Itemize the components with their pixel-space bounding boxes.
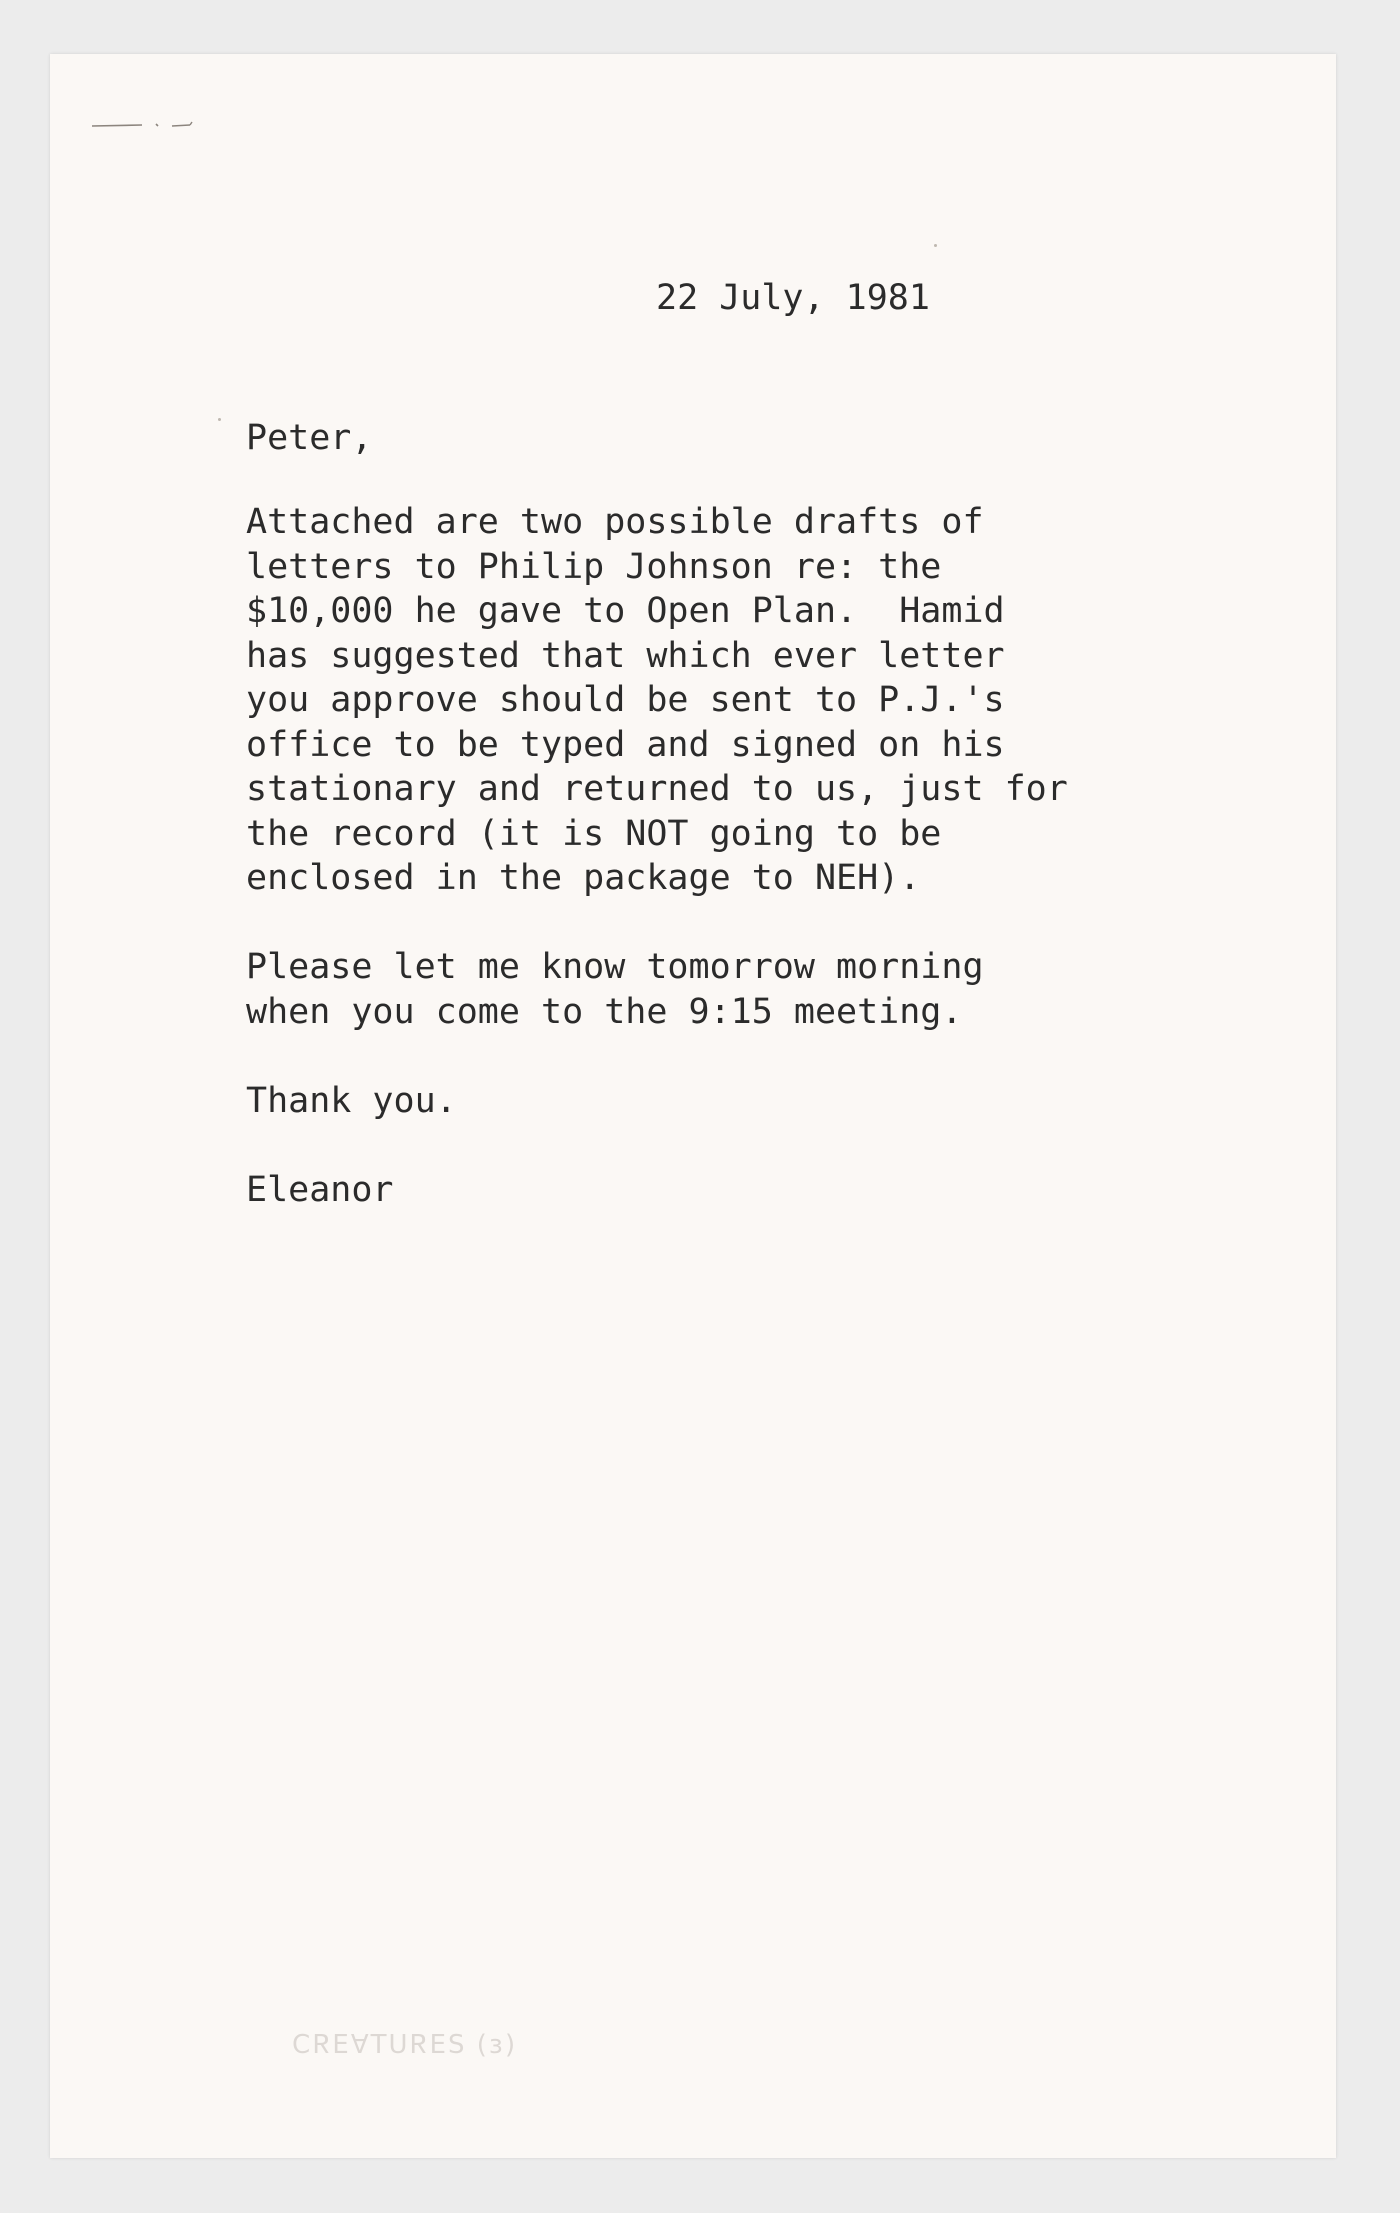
paper-speck	[934, 244, 937, 247]
salutation: Peter,	[246, 418, 373, 458]
text-line: Please let me know tomorrow morning	[246, 947, 984, 987]
letter-sheet	[50, 54, 1336, 2158]
paragraph-2	[246, 945, 984, 1034]
letter-date: 22 July, 1981	[656, 278, 930, 318]
paragraph-1	[246, 500, 1068, 901]
text-line: stationary and returned to us, just for	[246, 769, 1068, 809]
text-line: has suggested that which ever letter	[246, 635, 1005, 676]
pencil-mark	[90, 120, 220, 130]
text-line: the record (it is NOT going to be	[246, 813, 942, 854]
closing: Thank you.	[246, 1081, 457, 1121]
text-line: $10,000 he gave to Open Plan. Hamid	[246, 591, 1005, 631]
text-line: when you come to the 9:15 meeting.	[246, 991, 963, 1032]
text-line: enclosed in the package to NEH).	[246, 858, 921, 898]
text-line: letters to Philip Johnson re: the	[246, 546, 942, 587]
bleed-through-text: (ɛ) ƧƎЯUTⱯƎЯƆ	[290, 2030, 516, 2060]
text-line: office to be typed and signed on his	[246, 724, 1005, 765]
text-line: Attached are two possible drafts of	[246, 502, 984, 542]
text-line: you approve should be sent to P.J.'s	[246, 680, 1005, 720]
signature: Eleanor	[246, 1170, 394, 1210]
paper-speck	[218, 418, 221, 421]
